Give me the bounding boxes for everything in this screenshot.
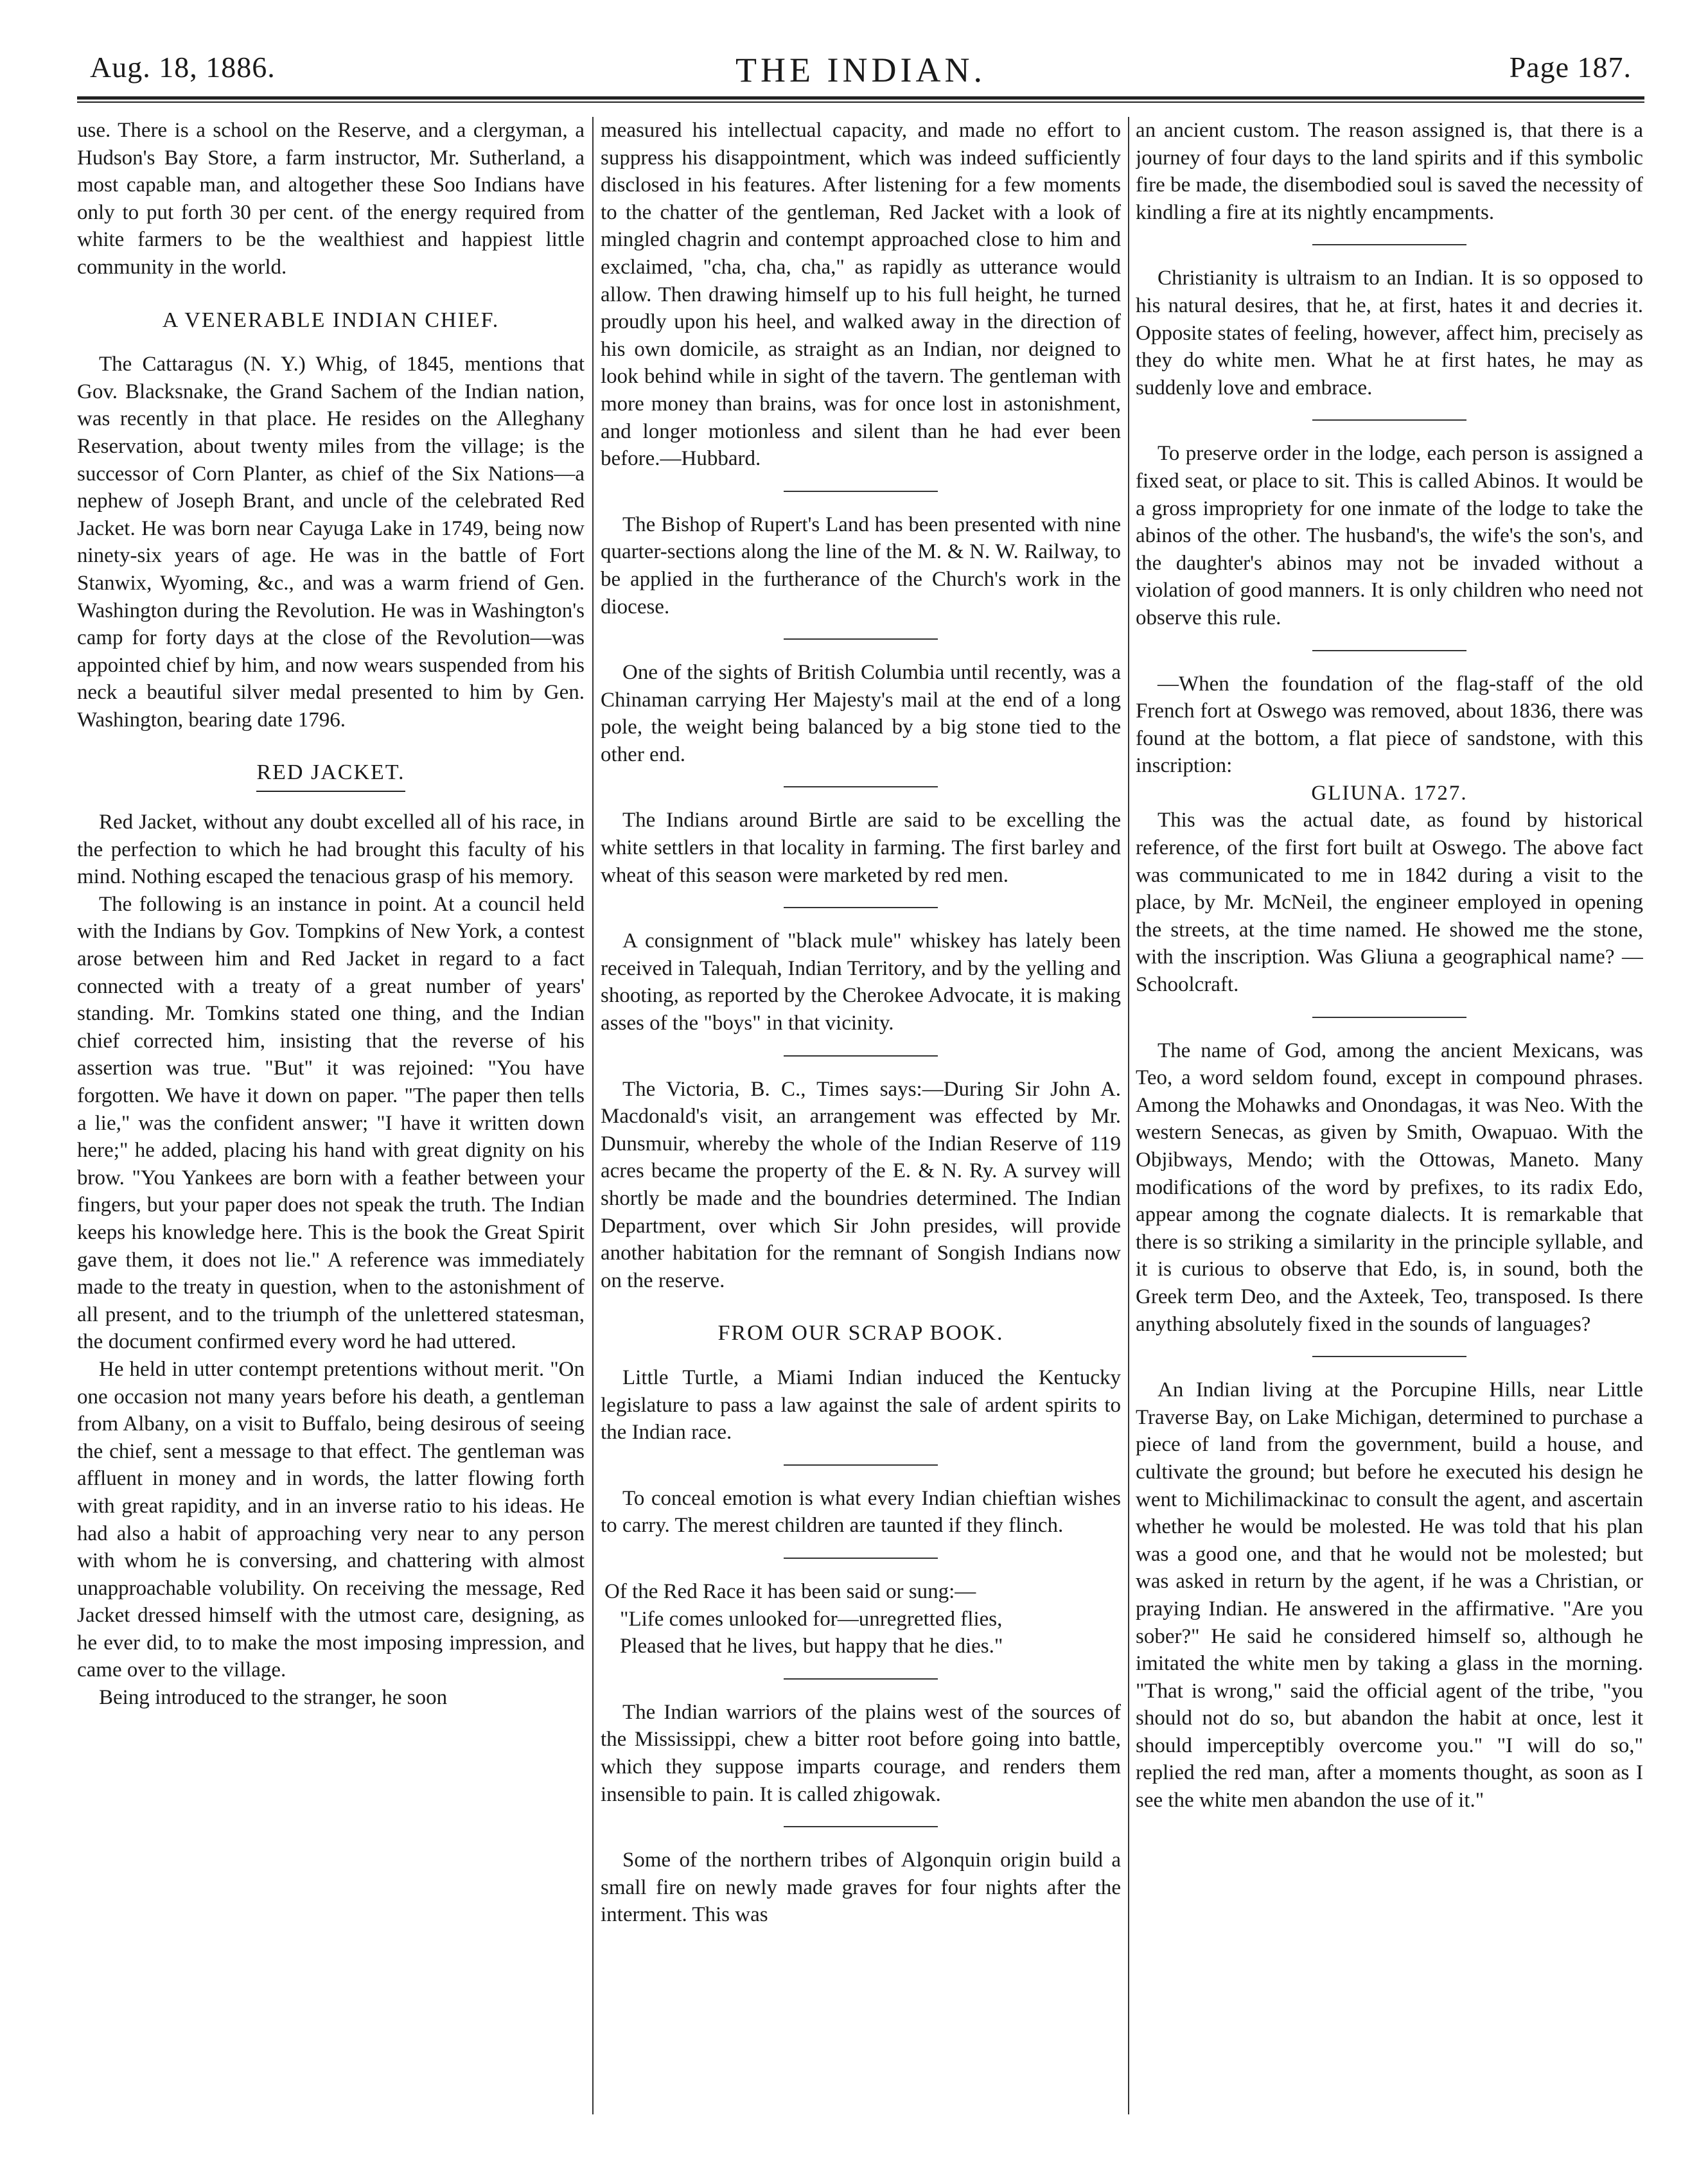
news-item: Some of the northern tribes of Algonquin origin build a small fire on newly made graves for four nights after the interment. This was <box>601 1848 1121 1927</box>
headline-red-jacket <box>77 759 585 792</box>
poem-quote <box>601 1578 1121 1660</box>
news-item: The Bishop of Rupert's Land has been presented with nine quarter-sections along the line of the M. & N. W. Railway, to be applied in the furtherance of the Church's work in the diocese. <box>601 513 1121 619</box>
article-continuation: an ancient custom. The reason assigned is, that there is a journey of four days to the land spirits and if this symbolic fire be made, the disembodied soul is saved the necessity of kindling a fire at its nightly encampments. <box>1136 119 1643 224</box>
news-item: The Victoria, B. C., Times says:—During Sir John A. Macdonald's visit, an arrangement was effected by Mr. Dunsmuir, whereby the whole of the Indian Reserve of 119 acres became the property of the E. & N. Ry. A survey will shortly be made and the boundries determined. The Indian Department, over which Sir John presides, will provide another habitation for the remnant of Songish Indians now on the reserve. <box>601 1077 1121 1292</box>
separator-rule <box>1312 244 1466 245</box>
separator-rule <box>1312 1356 1466 1357</box>
headline-text: RED JACKET. <box>256 759 405 792</box>
separator-rule <box>784 1678 938 1680</box>
news-item: The Indians around Birtle are said to be excelling the white settlers in that locality in farming. The first barley and wheat of this season were marketed by red men. <box>601 809 1121 887</box>
headline-venerable-chief: A VENERABLE INDIAN CHIEF. <box>162 308 500 332</box>
separator-rule <box>784 1826 938 1827</box>
column-3 <box>1136 117 1643 2114</box>
poem-line: Pleased that he lives, but happy that he dies." <box>620 1635 1003 1658</box>
news-item: The name of God, among the ancient Mexicans, was Teo, a word seldom found, except in compound phrases. Among the Mohawks and Onondagas, it was Neo. With the western Senecas, as given by Smith, Owapuao. With the Objibways, Mendo; with the Ottowas, Maneto. Many modifications of the word by prefixes, to its radix Edo, appear among the cognate dialects. It is remarkable that there is so striking a similarity in the principle syllable, and it is curious to observe that Edo, is, in sound, both the Greek term Deo, and the Axteek, Teo, transposed. Is there anything absolutely fixed in the sounds of languages? <box>1136 1039 1643 1336</box>
article-paragraph: Red Jacket, without any doubt excelled all of his race, in the perfection to which he had brought this faculty of his mind. Nothing escaped the tenacious grasp of his memory. <box>77 811 585 889</box>
article-continuation: use. There is a school on the Reserve, and a clergyman, a Hudson's Bay Store, a farm instructor, Mr. Sutherland, a most capable man, and altogether these Soo Indians have only to put forth 30 per cent. of the energy required from white farmers to be the wealthiest and happiest little community in the world. <box>77 119 585 279</box>
header-rule-thin <box>77 101 1644 103</box>
separator-rule <box>1312 650 1466 651</box>
article-paragraph: He held in utter contempt pretentions without merit. "On one occasion not many years before his death, a gentleman from Albany, on a visit to Buffalo, being desirous of seeing the chief, sent a message to that effect. The gentleman was affluent in money and in words, the latter flowing forth with great rapidity, and in an inverse ratio to his ideas. He had also a habit of approaching very near to any person with whom he is conversing, and chattering with almost unapproachable volubility. On receiving the message, Red Jacket dressed himself with the utmost care, designing, as he ever did, to to make the most imposing impression, and came over to the village. <box>77 1357 585 1682</box>
separator-rule <box>784 638 938 640</box>
news-item: To conceal emotion is what every Indian chieftian wishes to carry. The merest children are taunted if they flinch. <box>601 1486 1121 1538</box>
news-item: A consignment of "black mule" whiskey has lately been received in Talequah, Indian Territory, and by the yelling and shooting, as reported by the Cherokee Advocate, it is making asses of the "boys" in that vicinity. <box>601 929 1121 1035</box>
separator-rule <box>784 786 938 787</box>
news-item: This was the actual date, as found by historical reference, of the first fort built at Oswego. The above fact was communicated to me in 1842 during a visit to the place, by Mr. McNeil, the engineer employed in opening the streets, at the time named. He showed me the stone, with the inscription. Was Gliuna a geographical name? —Schoolcraft. <box>1136 809 1643 997</box>
header-rule <box>77 96 1644 100</box>
poem-intro: Of the Red Race it has been said or sung:— <box>604 1579 976 1603</box>
news-item: One of the sights of British Columbia until recently, was a Chinaman carrying Her Majesty's mail at the end of a long pole, the weight being balanced by a big stone tied to the other end. <box>601 661 1121 766</box>
news-item: Little Turtle, a Miami Indian induced the Kentucky legislature to pass a law against the sale of ardent spirits to the Indian race. <box>601 1365 1121 1444</box>
article-paragraph: The following is an instance in point. At a council held with the Indians by Gov. Tompkins of New York, a contest arose between him and Red Jacket in regard to a fact connected with a treaty of a great number of years' standing. Mr. Tomkins stated one thing, and the Indian chief corrected him, insisting that the reverse of his assertion was true. "But" it was rejoined: "You have forgotten. We have it down on paper. "The paper then tells a lie," was the confident answer; "I have it written down here;" he added, placing his hand with great dignity on his brow. "You Yankees are born with a feather between your fingers, but your paper does not speak the truth. The Indian keeps his knowledge here. This is the book the Great Spirit gave them, it does not lie." A reference was immediately made to the treaty in question, when to the astonishment of all present, and to the triumph of the unlettered statesman, the document confirmed every word he had uttered. <box>77 892 585 1354</box>
header-date: Aug. 18, 1886. <box>90 51 276 83</box>
separator-rule <box>784 1464 938 1466</box>
news-item: The Indian warriors of the plains west of the sources of the Mississippi, chew a bitter root before going into battle, which they suppose imparts courage, and renders them insensible to pain. It is called zhigowak. <box>601 1700 1121 1806</box>
separator-rule <box>1312 419 1466 421</box>
separator-rule <box>784 491 938 492</box>
poem-line: "Life comes unlooked for—unregretted flies, <box>620 1607 1003 1631</box>
article-continuation: measured his intellectual capacity, and made no effort to suppress his disappointment, which was indeed sufficiently disclosed in his features. After listening for a few moments to the chatter of the gentleman, Red Jacket with a look of mingled chagrin and contempt approached close to him and exclaimed, "cha, cha, cha," as rapidly as utterance would allow. Then drawing himself up to his full height, he turned proudly upon his heel, and walked away in the direction of his own domicile, as straight as an Indian, nor deigned to look behind while in sight of the tavern. The gentleman with more money than brains, was for once lost in astonishment, and longer motionless and silent than he had ever been before.—Hubbard. <box>601 119 1121 471</box>
page-header <box>77 50 1644 95</box>
news-item: An Indian living at the Porcupine Hills, near Little Traverse Bay, on Lake Michigan, determined to purchase a piece of land from the government, build a house, and cultivate the ground; but before he executed his design he went to Michilimackinac to consult the agent, and ascertain whether he would be molested. He was told that his plan was a good one, and that he would not be molested; but was asked in return by the agent, if he was a Christian, or praying Indian. He answered in the affirmative. "Are you sober?" He said he considered himself so, although he imitated the white men by taking a glass in the morning. "That is wrong," said the official agent of the tribe, "you should not do so, but abandon the habit at once, lest it should imperceptibly overcome you." "I will do so," replied the red man, after a moments thought, as soon as I see the white men abandon the use of it." <box>1136 1378 1643 1813</box>
separator-rule <box>784 1558 938 1559</box>
header-page-number: Page 187. <box>1509 51 1632 83</box>
header-title: THE INDIAN. <box>735 51 986 89</box>
inscription-text: GLIUNA. 1727. <box>1311 781 1468 805</box>
separator-rule <box>1312 1017 1466 1018</box>
column-divider <box>1128 117 1129 2114</box>
column-1 <box>77 117 585 2114</box>
news-item: To preserve order in the lodge, each person is assigned a fixed seat, or place to sit. This is called Abinos. It would be a gross impropriety for one inmate of the lodge to take the abinos of the other. The husband's, the wife's the son's, and the daughter's abinos may not be invaded without a violation of good manners. It is only children who need not observe this rule. <box>1136 442 1643 629</box>
column-divider <box>592 117 594 2114</box>
column-2 <box>601 117 1121 2114</box>
article-paragraph: Being introduced to the stranger, he soon <box>99 1686 448 1710</box>
separator-rule <box>784 1055 938 1057</box>
news-item: —When the foundation of the flag-staff of the old French fort at Oswego was removed, about 1836, there was found at the bottom, a flat piece of sandstone, with this inscription: <box>1136 672 1643 778</box>
separator-rule <box>784 907 938 908</box>
article-paragraph: The Cattaragus (N. Y.) Whig, of 1845, mentions that Gov. Blacksnake, the Grand Sachem of the Indian nation, was recently in that place. He resides on the Alleghany Reservation, about twenty miles from the village; is the successor of Corn Planter, as chief of the Six Nations—a nephew of Joseph Brant, and uncle of the celebrated Red Jacket. He was born near Cayuga Lake in 1749, being now ninety-six years of age. He was in the battle of Fort Stanwix, Wyoming, &c., and was a warm friend of Gen. Washington during the Revolution. He was in Washington's camp for forty days at the close of the Revolution—was appointed chief by him, and now wears suspended from his neck a beautiful silver medal presented to him by Gen. Washington, bearing date 1796. <box>77 353 585 732</box>
headline-scrap-book: FROM OUR SCRAP BOOK. <box>718 1321 1004 1346</box>
news-item: Christianity is ultraism to an Indian. It is so opposed to his natural desires, that he, at first, hates it and decries it. Opposite states of feeling, however, affect him, precisely as they do white men. What he at first hates, he may as suddenly love and embrace. <box>1136 267 1643 400</box>
